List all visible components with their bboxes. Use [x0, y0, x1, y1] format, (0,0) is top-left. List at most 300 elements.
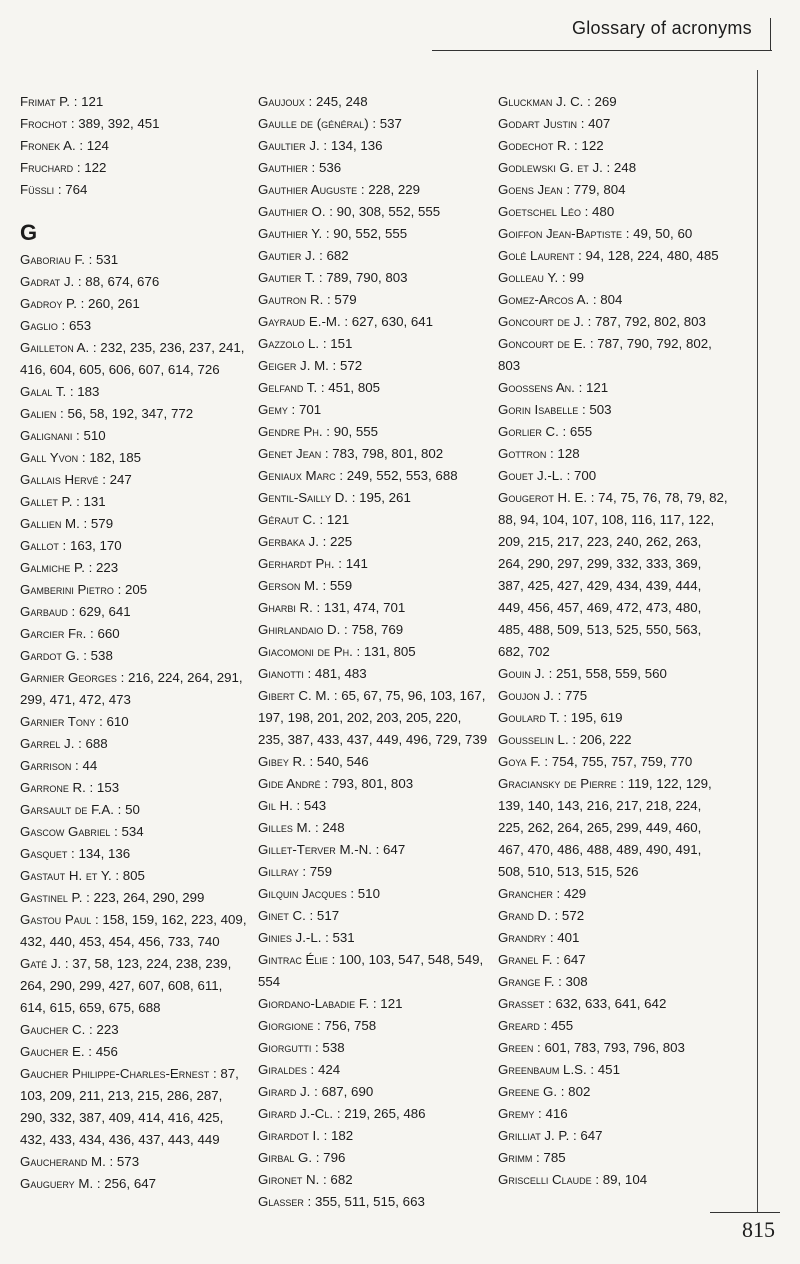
entry-page-refs: : 573: [105, 1154, 140, 1169]
index-entry: [498, 245, 728, 267]
index-entry: [498, 333, 728, 377]
index-entry: [20, 843, 250, 865]
index-entry: [258, 619, 488, 641]
entry-page-refs: : 610: [95, 714, 129, 729]
entry-page-refs: : 536: [307, 160, 342, 175]
index-entry: [498, 1059, 728, 1081]
index-entry: [258, 817, 488, 839]
entry-name: Gironet N.: [258, 1172, 320, 1187]
entry-page-refs: : 647: [371, 842, 406, 857]
entry-name: Gouin J.: [498, 666, 545, 681]
index-entry: [498, 993, 728, 1015]
entry-name: Gibey R.: [258, 754, 306, 769]
entry-name: Gastinel P.: [20, 890, 83, 905]
entry-page-refs: : 779, 804: [562, 182, 626, 197]
entry-name: Gentil-Sailly D.: [258, 490, 348, 505]
index-entry: [20, 557, 250, 579]
index-entry: [20, 601, 250, 623]
entry-name: Greenbaum L.S.: [498, 1062, 587, 1077]
entry-name: Grilliat J. P.: [498, 1128, 570, 1143]
entry-name: Gintrac Élie: [258, 952, 328, 967]
entry-page-refs: : 429: [552, 886, 587, 901]
index-entry: [258, 1081, 488, 1103]
entry-page-refs: : 90, 555: [322, 424, 379, 439]
index-entry: [498, 685, 728, 707]
index-entry: [498, 1125, 728, 1147]
entry-page-refs: : 787, 792, 802, 803: [583, 314, 706, 329]
index-entry: [258, 113, 488, 135]
entry-name: Goens Jean: [498, 182, 563, 197]
index-entry: [258, 773, 488, 795]
index-entry: [20, 315, 250, 337]
index-entry: [258, 927, 488, 949]
entry-page-refs: : 572: [550, 908, 585, 923]
entry-name: Gauthier O.: [258, 204, 326, 219]
index-entry: [258, 245, 488, 267]
entry-name: Gaulle de (général): [258, 116, 369, 131]
entry-name: Granel F.: [498, 952, 553, 967]
entry-name: Garnier Tony: [20, 714, 96, 729]
entry-page-refs: : 163, 170: [58, 538, 122, 553]
index-entry: [258, 751, 488, 773]
index-entry: [258, 949, 488, 993]
index-entry: [498, 1037, 728, 1059]
index-entry: [498, 135, 728, 157]
entry-name: Füssli: [20, 182, 55, 197]
index-entry: [20, 865, 250, 887]
entry-name: Gadrat J.: [20, 274, 75, 289]
index-entry: [258, 487, 488, 509]
entry-name: Griscelli Claude: [498, 1172, 592, 1187]
entry-page-refs: : 754, 755, 757, 759, 770: [540, 754, 693, 769]
index-entry: [498, 311, 728, 333]
index-entry: [20, 179, 250, 201]
index-entry: [20, 755, 250, 777]
index-entry: [498, 267, 728, 289]
entry-name: Gaucher Philippe-Charles-Ernest: [20, 1066, 210, 1081]
entry-name: Gouet J.-L.: [498, 468, 563, 483]
entry-page-refs: : 401: [546, 930, 580, 945]
index-entry: [498, 421, 728, 443]
entry-name: Gorlier C.: [498, 424, 559, 439]
entry-name: Gazzolo L.: [258, 336, 320, 351]
entry-page-refs: : 182, 185: [78, 450, 142, 465]
index-entry: [20, 645, 250, 667]
entry-name: Gaujoux: [258, 94, 305, 109]
index-entry: [498, 1169, 728, 1191]
index-entry: [498, 289, 728, 311]
index-entry: [258, 641, 488, 663]
entry-name: Grand D.: [498, 908, 551, 923]
entry-page-refs: : 216, 224, 264, 291, 299, 471, 472, 473: [20, 670, 243, 707]
index-entry: [20, 887, 250, 909]
entry-name: Giraldes: [258, 1062, 307, 1077]
entry-page-refs: : 90, 552, 555: [322, 226, 408, 241]
running-header: Glossary of acronyms: [571, 18, 752, 38]
entry-page-refs: : 248: [311, 820, 345, 835]
entry-name: Gauthier Auguste: [258, 182, 358, 197]
margin-rule: [757, 70, 758, 1212]
entry-name: Garrel J.: [20, 736, 75, 751]
entry-page-refs: : 355, 511, 515, 663: [303, 1194, 425, 1209]
index-entry: [258, 333, 488, 355]
index-entry: [258, 311, 488, 333]
index-entry: [498, 487, 728, 663]
entry-page-refs: : 308: [554, 974, 588, 989]
entry-page-refs: : 758, 769: [340, 622, 404, 637]
entry-page-refs: : 74, 75, 76, 78, 79, 82, 88, 94, 104, 107, 108, 116, 117, 122, 209, 215, 217, 223, 240, 262, 263, 264, 290, 297, 299, 332, 333, 369, 387, 425, 427, 429, 434, 439, 444, 449, 456, 457, 469, 472, 473, 480, 485, 488, 509, 513, 525, 550, 563, 682, 702: [498, 490, 728, 659]
entry-page-refs: : 223: [84, 560, 119, 575]
index-column-1: [20, 91, 250, 1195]
entry-name: Garrison: [20, 758, 72, 773]
index-entry: [20, 953, 250, 1019]
entry-name: Gautier T.: [258, 270, 316, 285]
entry-page-refs: : 228, 229: [357, 182, 421, 197]
entry-name: Gerson M.: [258, 578, 319, 593]
index-entry: [498, 927, 728, 949]
entry-page-refs: : 796: [312, 1150, 346, 1165]
index-entry: [20, 1019, 250, 1041]
entry-page-refs: : 269: [583, 94, 617, 109]
index-entry: [258, 1125, 488, 1147]
index-entry: [498, 773, 728, 883]
index-entry: [498, 751, 728, 773]
entry-page-refs: : 647: [552, 952, 586, 967]
entry-page-refs: : 775: [553, 688, 588, 703]
entry-page-refs: : 121: [369, 996, 403, 1011]
index-column-2: [258, 91, 488, 1213]
entry-name: Glasser: [258, 1194, 304, 1209]
index-entry: [20, 469, 250, 491]
entry-name: Garbaud: [20, 604, 68, 619]
entry-name: Giorgutti: [258, 1040, 312, 1055]
entry-name: Greard: [498, 1018, 540, 1033]
entry-name: Gide André: [258, 776, 321, 791]
entry-name: Gaucher E.: [20, 1044, 85, 1059]
entry-name: Girbal G.: [258, 1150, 313, 1165]
entry-name: Gaglio: [20, 318, 58, 333]
entry-page-refs: : 517: [305, 908, 340, 923]
entry-name: Gorin Isabelle: [498, 402, 579, 417]
page-number: 815: [742, 1217, 775, 1242]
index-entry: [498, 443, 728, 465]
entry-page-refs: : 195, 619: [559, 710, 623, 725]
index-entry: [20, 513, 250, 535]
entry-name: Gluckman J. C.: [498, 94, 584, 109]
entry-page-refs: : 787, 790, 792, 802, 803: [498, 336, 712, 373]
index-entry: [20, 91, 250, 113]
entry-page-refs: : 789, 790, 803: [315, 270, 408, 285]
entry-page-refs: : 481, 483: [303, 666, 367, 681]
entry-name: Ginies J.-L.: [258, 930, 322, 945]
entry-name: Fruchard: [20, 160, 74, 175]
entry-page-refs: : 804: [589, 292, 623, 307]
entry-name: Gayraud E.-M.: [258, 314, 341, 329]
entry-page-refs: : 802: [557, 1084, 591, 1099]
entry-name: Gailleton A.: [20, 340, 90, 355]
entry-page-refs: : 88, 674, 676: [74, 274, 160, 289]
entry-name: Goujon J.: [498, 688, 554, 703]
entry-name: Goya F.: [498, 754, 541, 769]
entry-page-refs: : 451, 805: [317, 380, 380, 395]
entry-name: Gauthier: [258, 160, 308, 175]
entry-name: Gousselin L.: [498, 732, 569, 747]
entry-page-refs: : 131, 805: [352, 644, 416, 659]
entry-page-refs: : 805: [111, 868, 145, 883]
entry-page-refs: : 124: [75, 138, 109, 153]
entry-page-refs: : 543: [292, 798, 327, 813]
entry-name: Gillray: [258, 864, 299, 879]
index-entry: [258, 377, 488, 399]
entry-name: Gallet P.: [20, 494, 73, 509]
entry-name: Gamberini Pietro: [20, 582, 114, 597]
index-entry: [498, 377, 728, 399]
entry-name: Ghirlandaio D.: [258, 622, 341, 637]
entry-page-refs: : 256, 647: [93, 1176, 156, 1191]
entry-page-refs: : 534: [110, 824, 144, 839]
entry-page-refs: : 65, 67, 75, 96, 103, 167, 197, 198, 201, 202, 203, 205, 220, 235, 387, 433, 437, 449, 496, 729, 739: [258, 688, 488, 747]
index-column-3: [498, 91, 728, 1191]
entry-page-refs: : 223, 264, 290, 299: [82, 890, 205, 905]
index-entry: [20, 271, 250, 293]
index-entry: [498, 91, 728, 113]
entry-name: Goncourt de J.: [498, 314, 584, 329]
entry-name: Gillet-Terver M.-N.: [258, 842, 372, 857]
index-entry: [498, 179, 728, 201]
index-entry: [20, 491, 250, 513]
index-entry: [20, 135, 250, 157]
index-entry: [498, 399, 728, 421]
entry-page-refs: : 131, 474, 701: [312, 600, 406, 615]
index-entry: [20, 733, 250, 755]
entry-name: Golé Laurent: [498, 248, 575, 263]
entry-page-refs: : 87, 103, 209, 211, 213, 215, 286, 287, 290, 332, 387, 409, 414, 416, 425, 432, 433, 434, 436, 437, 443, 449: [20, 1066, 239, 1147]
index-entry: [498, 971, 728, 993]
index-entry: [498, 707, 728, 729]
entry-page-refs: : 49, 50, 60: [622, 226, 693, 241]
index-entry: [258, 443, 488, 465]
index-entry: [258, 1037, 488, 1059]
entry-page-refs: : 632, 633, 641, 642: [544, 996, 667, 1011]
index-entry: [258, 355, 488, 377]
index-entry: [258, 553, 488, 575]
index-entry: [20, 1063, 250, 1151]
index-entry: [20, 667, 250, 711]
entry-page-refs: : 119, 122, 129, 139, 140, 143, 216, 217, 218, 224, 225, 262, 264, 265, 299, 449, 460, 467, 470, 486, 488, 489, 490, 491, 508, 510, 513, 515, 526: [498, 776, 712, 879]
index-entry: [20, 799, 250, 821]
index-entry: [258, 685, 488, 751]
entry-name: Gemy: [258, 402, 288, 417]
index-entry: [258, 465, 488, 487]
index-entry: [258, 1015, 488, 1037]
entry-page-refs: : 424: [306, 1062, 341, 1077]
entry-page-refs: : 537: [368, 116, 402, 131]
index-entry: [258, 509, 488, 531]
entry-page-refs: : 503: [578, 402, 612, 417]
entry-page-refs: : 251, 558, 559, 560: [544, 666, 667, 681]
index-entry: [498, 1081, 728, 1103]
entry-name: Goetschel Léo: [498, 204, 581, 219]
entry-name: Golleau Y.: [498, 270, 559, 285]
index-entry: [258, 663, 488, 685]
entry-name: Godechot R.: [498, 138, 571, 153]
entry-name: Girardot I.: [258, 1128, 320, 1143]
entry-name: Géraut C.: [258, 512, 316, 527]
index-entry: [20, 447, 250, 469]
entry-name: Goiffon Jean-Baptiste: [498, 226, 622, 241]
entry-name: Gerhardt Ph.: [258, 556, 335, 571]
index-entry: [498, 949, 728, 971]
index-entry: [20, 535, 250, 557]
entry-name: Godart Justin: [498, 116, 578, 131]
entry-page-refs: : 759: [298, 864, 332, 879]
entry-name: Gilles M.: [258, 820, 312, 835]
entry-name: Grange F.: [498, 974, 555, 989]
index-entry: [498, 465, 728, 487]
index-entry: [20, 157, 250, 179]
entry-name: Gaucher C.: [20, 1022, 86, 1037]
entry-page-refs: : 158, 159, 162, 223, 409, 432, 440, 453, 454, 456, 733, 740: [20, 912, 247, 949]
index-entry: [258, 531, 488, 553]
index-entry: [20, 293, 250, 315]
entry-page-refs: : 480: [580, 204, 615, 219]
index-entry: [258, 223, 488, 245]
index-entry: [20, 777, 250, 799]
entry-page-refs: : 206, 222: [568, 732, 632, 747]
entry-name: Geiger J. M.: [258, 358, 329, 373]
index-entry: [498, 729, 728, 751]
entry-page-refs: : 701: [287, 402, 322, 417]
entry-name: Giordano-Labadie F.: [258, 996, 370, 1011]
entry-name: Frochot: [20, 116, 68, 131]
entry-name: Garnier Georges: [20, 670, 117, 685]
entry-page-refs: : 627, 630, 641: [340, 314, 434, 329]
entry-page-refs: : 579: [323, 292, 357, 307]
index-entry: [258, 135, 488, 157]
entry-name: Gasquet: [20, 846, 68, 861]
footer-rule: [710, 1212, 780, 1213]
entry-page-refs: : 389, 392, 451: [67, 116, 160, 131]
index-entry: [498, 1103, 728, 1125]
index-entry: [258, 179, 488, 201]
entry-page-refs: : 151: [319, 336, 353, 351]
index-entry: [258, 267, 488, 289]
index-entry: [498, 883, 728, 905]
entry-page-refs: : 223: [85, 1022, 119, 1037]
index-entry: [20, 1173, 250, 1195]
entry-name: Goulard T.: [498, 710, 560, 725]
entry-name: Gilquin Jacques: [258, 886, 347, 901]
index-entry: [498, 1147, 728, 1169]
entry-page-refs: : 183: [66, 384, 100, 399]
index-entry: [258, 597, 488, 619]
entry-name: Gautier J.: [258, 248, 316, 263]
entry-name: Gremy: [498, 1106, 535, 1121]
index-entry: [258, 1169, 488, 1191]
entry-name: Galien: [20, 406, 57, 421]
index-entry: [498, 663, 728, 685]
entry-page-refs: : 456: [84, 1044, 118, 1059]
entry-name: Gaultier J.: [258, 138, 320, 153]
entry-page-refs: : 764: [54, 182, 88, 197]
entry-name: Grancher: [498, 886, 553, 901]
entry-page-refs: : 122: [570, 138, 604, 153]
index-entry: [20, 909, 250, 953]
entry-name: Geniaux Marc: [258, 468, 336, 483]
index-entry: [20, 711, 250, 733]
entry-page-refs: : 785: [532, 1150, 566, 1165]
entry-page-refs: : 247: [98, 472, 132, 487]
entry-name: Green: [498, 1040, 534, 1055]
entry-name: Godlewski G. et J.: [498, 160, 603, 175]
index-entry: [20, 337, 250, 381]
entry-page-refs: : 647: [569, 1128, 603, 1143]
entry-page-refs: : 687, 690: [310, 1084, 374, 1099]
header-rule: [432, 50, 772, 51]
entry-name: Galignani: [20, 428, 73, 443]
entry-page-refs: : 682: [315, 248, 349, 263]
index-entry: [20, 1041, 250, 1063]
entry-name: Frimat P.: [20, 94, 70, 109]
entry-page-refs: : 688: [74, 736, 108, 751]
entry-page-refs: : 232, 235, 236, 237, 241, 416, 604, 605, 606, 607, 614, 726: [20, 340, 245, 377]
entry-page-refs: : 134, 136: [319, 138, 383, 153]
entry-name: Gallot: [20, 538, 59, 553]
entry-page-refs: : 141: [334, 556, 368, 571]
entry-page-refs: : 540, 546: [305, 754, 369, 769]
index-entry: [258, 399, 488, 421]
entry-page-refs: : 248: [602, 160, 637, 175]
entry-page-refs: : 249, 552, 553, 688: [335, 468, 458, 483]
entry-page-refs: : 94, 128, 224, 480, 485: [574, 248, 719, 263]
entry-name: Graciansky de Pierre: [498, 776, 617, 791]
entry-name: Garrone R.: [20, 780, 86, 795]
entry-page-refs: : 451: [586, 1062, 620, 1077]
index-entry: [20, 821, 250, 843]
index-entry: [20, 1151, 250, 1173]
entry-name: Gharbi R.: [258, 600, 313, 615]
entry-name: Gautron R.: [258, 292, 324, 307]
entry-page-refs: : 655: [558, 424, 593, 439]
entry-page-refs: : 121: [70, 94, 104, 109]
entry-page-refs: : 531: [84, 252, 119, 267]
index-entry: [498, 157, 728, 179]
entry-name: Gomez-Arcos A.: [498, 292, 590, 307]
index-entry: [258, 289, 488, 311]
index-entry: [498, 905, 728, 927]
entry-page-refs: : 510: [72, 428, 106, 443]
entry-name: Galmiche P.: [20, 560, 85, 575]
entry-name: Gaté J.: [20, 956, 62, 971]
entry-page-refs: : 416: [534, 1106, 568, 1121]
entry-page-refs: : 531: [321, 930, 355, 945]
entry-page-refs: : 682: [319, 1172, 353, 1187]
entry-page-refs: : 245, 248: [304, 94, 368, 109]
index-entry: [20, 425, 250, 447]
index-entry: [258, 993, 488, 1015]
index-entry: [258, 575, 488, 597]
index-entry: [258, 201, 488, 223]
header-rule-vertical: [770, 18, 771, 51]
entry-page-refs: : 50: [113, 802, 140, 817]
entry-page-refs: : 538: [311, 1040, 345, 1055]
entry-name: Gardot G.: [20, 648, 80, 663]
section-letter: G: [20, 220, 38, 245]
entry-page-refs: : 510: [346, 886, 380, 901]
entry-page-refs: : 653: [57, 318, 92, 333]
entry-name: Genet Jean: [258, 446, 322, 461]
index-entry: [20, 623, 250, 645]
